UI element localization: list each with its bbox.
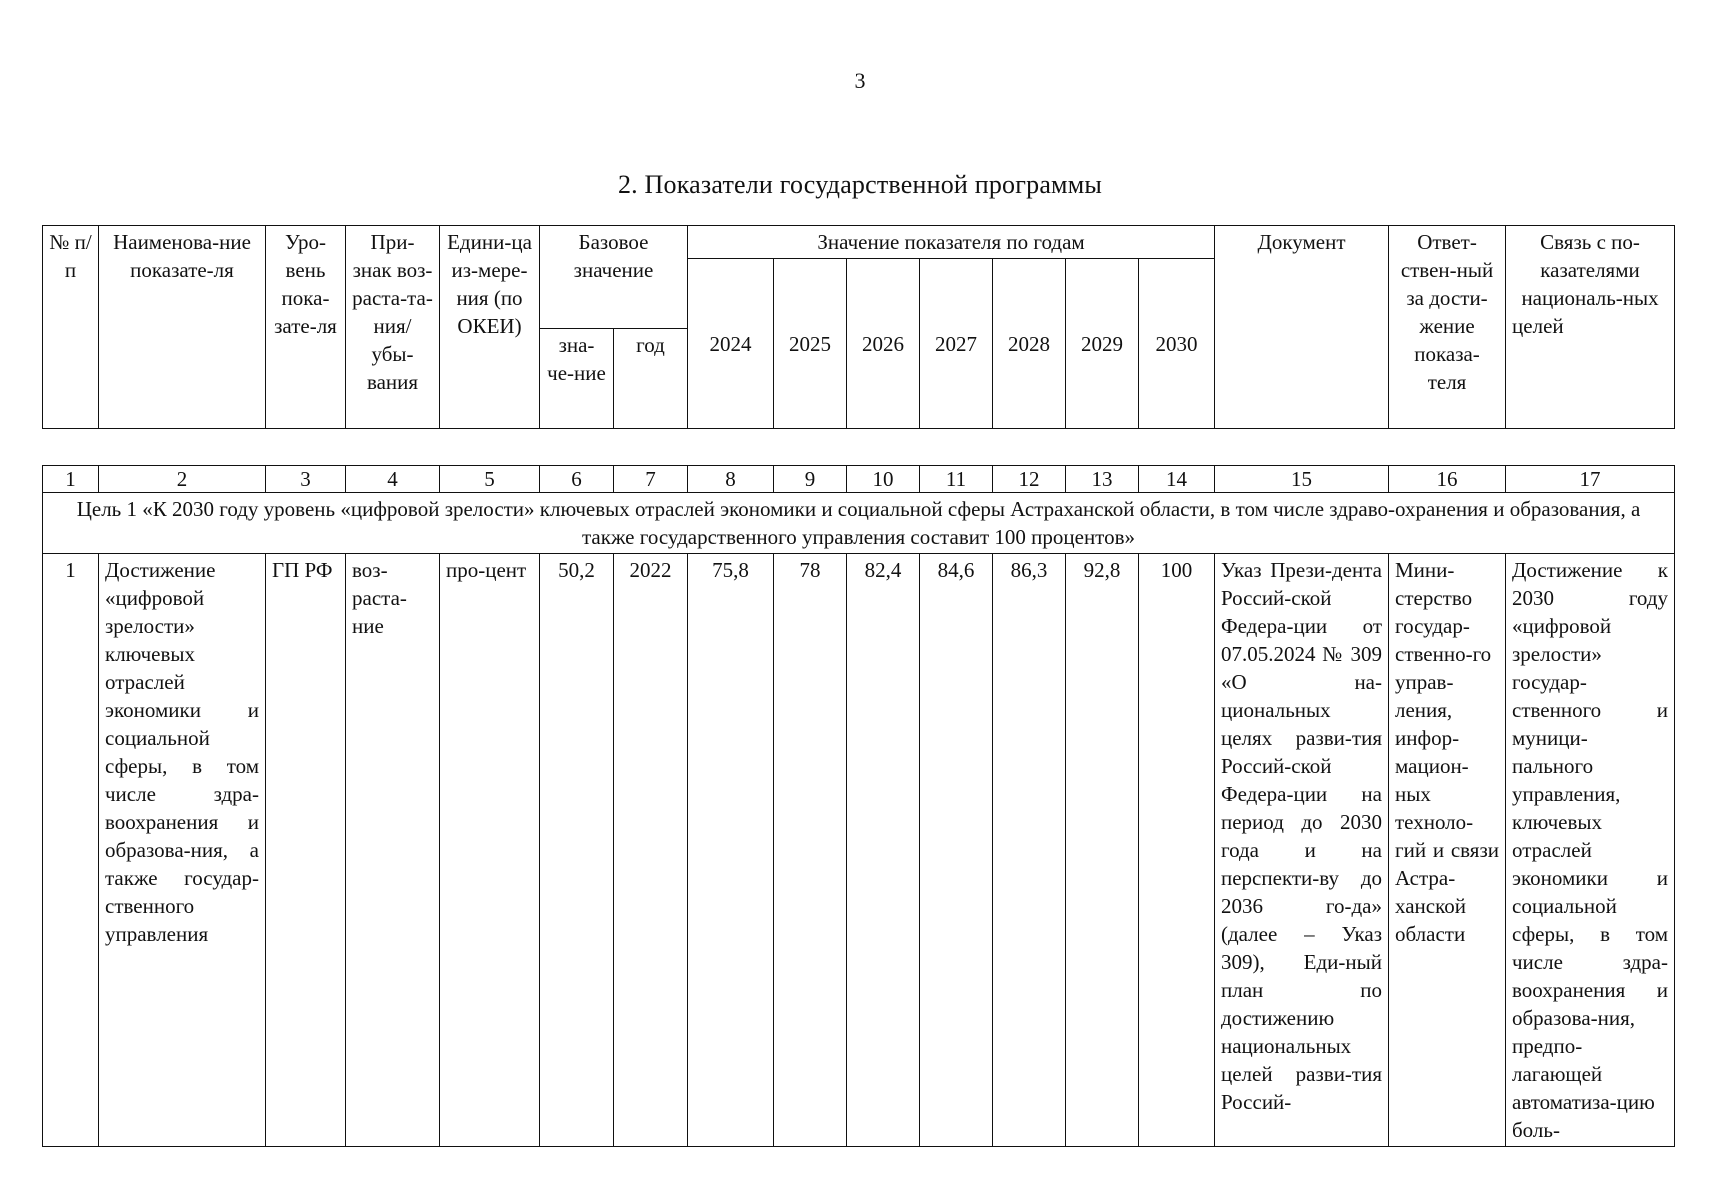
row-value-2026: 82,4 <box>847 554 920 1147</box>
goal-row <box>43 493 1675 554</box>
section-title: 2. Показатели государственной программы <box>617 170 1103 199</box>
row-responsible: Мини-стерство государ-ственно-го управ-ления, инфор-мацион-ных техноло-гий и связи Астра-ханской области <box>1389 554 1506 1147</box>
header-base: Базовое значение <box>540 226 688 329</box>
header-link: Связь с по-казателями националь-ных целей <box>1506 226 1675 429</box>
row-value-2028: 86,3 <box>993 554 1066 1147</box>
column-number: 5 <box>440 466 540 493</box>
header-year-2025: 2025 <box>774 259 847 429</box>
row-base-year: 2022 <box>614 554 688 1147</box>
column-number: 12 <box>993 466 1066 493</box>
column-number: 4 <box>346 466 440 493</box>
row-level: ГП РФ <box>266 554 346 1147</box>
header-base-year: год <box>614 329 688 429</box>
column-number: 1 <box>43 466 99 493</box>
row-link: Достижение к 2030 году «цифровой зрелости» государ-ственного и муници-пального управления, ключевых отраслей экономики и социальной сферы, в том числе здра-воохранения и образова-ния, предпо-лагающей автоматиза-цию боль- <box>1506 554 1675 1147</box>
header-document: Документ <box>1215 226 1389 429</box>
row-document: Указ Прези-дента Россий-ской Федера-ции от 07.05.2024 № 309 «О на-циональных целях разви-тия Россий-ской Федера-ции на период до 2030 года и на перспекти-ву до 2036 го-да» (далее – Указ 309), Еди-ный план по достижению национальных целей разви-тия Россий- <box>1215 554 1389 1147</box>
column-number: 17 <box>1506 466 1675 493</box>
indicators-table-body <box>42 465 1675 1147</box>
goal-text: Цель 1 «К 2030 году уровень «цифровой зрелости» ключевых отраслей экономики и социальной сферы Астраханской области, в том числе здраво-охранения и образования, а также государственного управления составит 100 процентов» <box>43 493 1675 554</box>
column-number: 11 <box>920 466 993 493</box>
header-base-value: зна-че-ние <box>540 329 614 429</box>
header-level: Уро-вень пока-зате-ля <box>266 226 346 429</box>
header-sign: При-знак воз-раста-та-ния/ убы-вания <box>346 226 440 429</box>
row-sign: воз-раста-ние <box>346 554 440 1147</box>
column-number: 2 <box>99 466 266 493</box>
column-number: 3 <box>266 466 346 493</box>
column-number: 13 <box>1066 466 1139 493</box>
column-number-row <box>43 466 1675 493</box>
row-value-2030: 100 <box>1139 554 1215 1147</box>
column-number: 9 <box>774 466 847 493</box>
row-value-2027: 84,6 <box>920 554 993 1147</box>
row-name: Достижение «цифровой зрелости» ключевых отраслей экономики и социальной сферы, в том числе здра-воохранения и образова-ния, а также государ-ственного управления <box>99 554 266 1147</box>
header-year-2024: 2024 <box>688 259 774 429</box>
header-name: Наименова-ние показате-ля <box>99 226 266 429</box>
row-value-2025: 78 <box>774 554 847 1147</box>
row-no: 1 <box>43 554 99 1147</box>
header-no: № п/п <box>43 226 99 429</box>
header-year-2027: 2027 <box>920 259 993 429</box>
indicators-table-header <box>42 225 1675 429</box>
row-value-2029: 92,8 <box>1066 554 1139 1147</box>
header-year-2026: 2026 <box>847 259 920 429</box>
row-base-value: 50,2 <box>540 554 614 1147</box>
header-unit: Едини-ца из-мере-ния (по ОКЕИ) <box>440 226 540 429</box>
header-year-2029: 2029 <box>1066 259 1139 429</box>
column-number: 8 <box>688 466 774 493</box>
column-number: 6 <box>540 466 614 493</box>
column-number: 16 <box>1389 466 1506 493</box>
table-row <box>43 554 1675 1147</box>
header-year-2028: 2028 <box>993 259 1066 429</box>
row-value-2024: 75,8 <box>688 554 774 1147</box>
header-years-group: Значение показателя по годам <box>688 226 1215 259</box>
column-number: 10 <box>847 466 920 493</box>
header-year-2030: 2030 <box>1139 259 1215 429</box>
column-number: 7 <box>614 466 688 493</box>
header-responsible: Ответ-ствен-ный за дости-жение показа-теля <box>1389 226 1506 429</box>
row-unit: про-цент <box>440 554 540 1147</box>
column-number: 14 <box>1139 466 1215 493</box>
page-number: 3 <box>854 68 866 93</box>
column-number: 15 <box>1215 466 1389 493</box>
